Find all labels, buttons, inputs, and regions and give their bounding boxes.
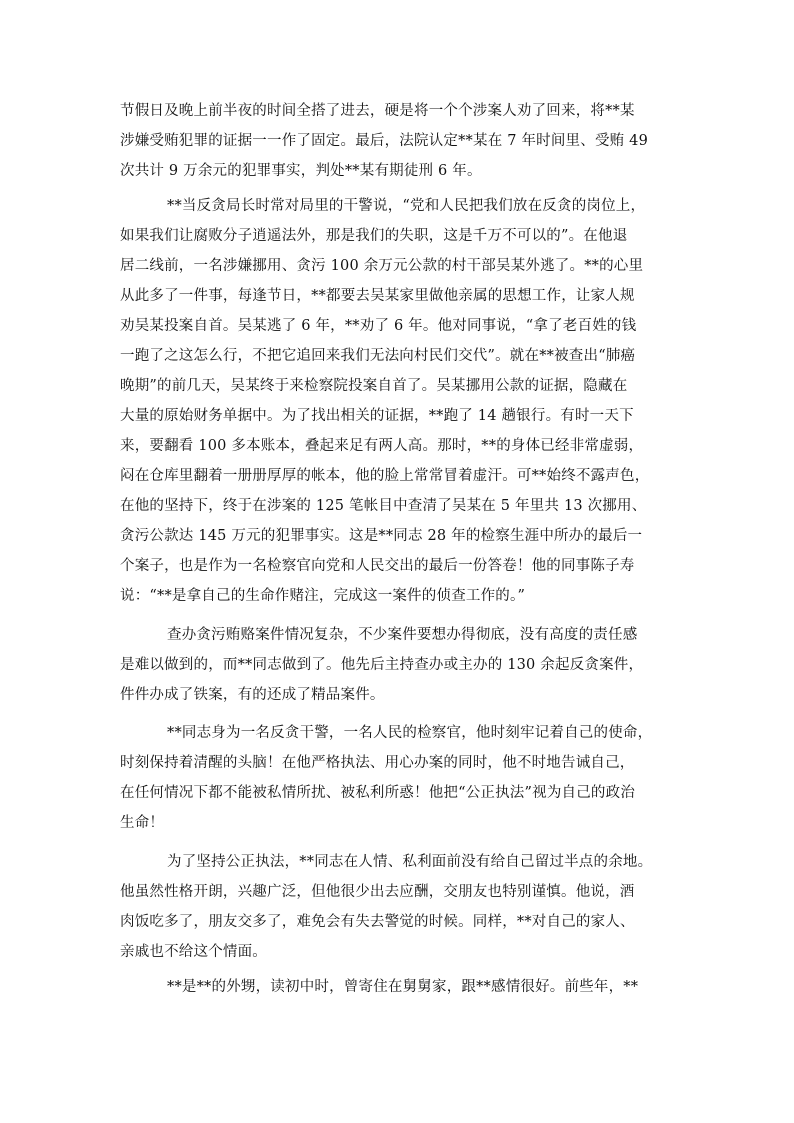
text-line: **当反贪局长时常对局里的干警说，“党和人民把我们放在反贪的岗位上， (167, 198, 646, 214)
text-line: 从此多了一件事，每逢节日，**都要去吴某家里做他亲属的思想工作，让家人规 (120, 288, 635, 304)
text-line: 劝吴某投案自首。吴某逃了 6 年，**劝了 6 年。他对同事说，“拿了老百姓的钱 (120, 318, 637, 334)
text-line: 肉饭吃多了，朋友交多了，难免会有失去警觉的时候。同样，**对自己的家人、 (120, 914, 635, 930)
text-line: 如果我们让腐败分子逍遥法外，那是我们的失职，这是千万不可以的”。在他退 (120, 228, 628, 244)
text-line: 一跑了之这怎么行，不把它追回来我们无法向村民们交代”。就在**被查出“肺癌 (120, 348, 636, 364)
text-line: 他虽然性格开朗，兴趣广泛，但他很少出去应酬，交朋友也特别谨慎。他说，酒 (120, 884, 635, 900)
text-line: **是**的外甥，读初中时，曾寄住在舅舅家，跟**感情很好。前些年，** (167, 979, 639, 995)
text-line: 来，要翻看 100 多本账本，叠起来足有两人高。那时，**的身体已经非常虚弱， (120, 438, 644, 454)
text-line: 在任何情况下都不能被私情所扰、被私利所惑！他把“公正执法”视为自己的政治 (120, 785, 636, 801)
text-line: 闷在仓库里翻着一册册厚厚的帐本，他的脸上常常冒着虚汗。可**始终不露声色， (120, 468, 650, 484)
text-line: 亲戚也不给这个情面。 (120, 944, 267, 960)
text-line: 次共计 9 万余元的犯罪事实，判处**某有期徒刑 6 年。 (120, 163, 482, 179)
text-line: 大量的原始财务单据中。为了找出相关的证据，**跑了 14 趟银行。有时一天下 (120, 408, 634, 424)
text-line: 居二线前，一名涉嫌挪用、贪污 100 余万元公款的村干部吴某外逃了。**的心里 (120, 258, 644, 274)
text-line: 个案子，也是作为一名检察官向党和人民交出的最后一份答卷！他的同事陈子寿 (120, 558, 635, 574)
text-line: 时刻保持着清醒的头脑！在他严格执法、用心办案的同时，他不时地告诫自己， (120, 755, 635, 771)
text-line: 生命！ (120, 815, 165, 831)
text-line: 说：“**是拿自己的生命作赌注，完成这一案件的侦查工作的。” (120, 588, 526, 604)
text-line: 晚期”的前几天，吴某终于来检察院投案自首了。吴某挪用公款的证据，隐藏在 (120, 378, 628, 394)
text-line: 涉嫌受贿犯罪的证据一一作了固定。最后，法院认定**某在 7 年时间里、受贿 49 (120, 133, 649, 149)
text-line: 是难以做到的，而**同志做到了。他先后主持查办或主办的 130 余起反贪案件， (120, 657, 644, 673)
text-line: 件件办成了铁案，有的还成了精品案件。 (120, 687, 385, 703)
text-line: 为了坚持公正执法，**同志在人情、私利面前没有给自己留过半点的余地。 (167, 854, 653, 870)
text-line: 贪污公款达 145 万元的犯罪事实。这是**同志 28 年的检察生涯中所办的最后一 (120, 528, 643, 544)
text-line: 节假日及晚上前半夜的时间全搭了进去，硬是将一个个涉案人劝了回来，将**某 (120, 103, 635, 119)
text-line: 在他的坚持下，终于在涉案的 125 笔帐目中查清了吴某在 5 年里共 13 次挪用、 (120, 498, 647, 514)
text-line: 查办贪污贿赂案件情况复杂，不少案件要想办得彻底，没有高度的责任感 (167, 627, 638, 643)
text-line: **同志身为一名反贪干警，一名人民的检察官，他时刻牢记着自己的使命， (167, 725, 653, 741)
